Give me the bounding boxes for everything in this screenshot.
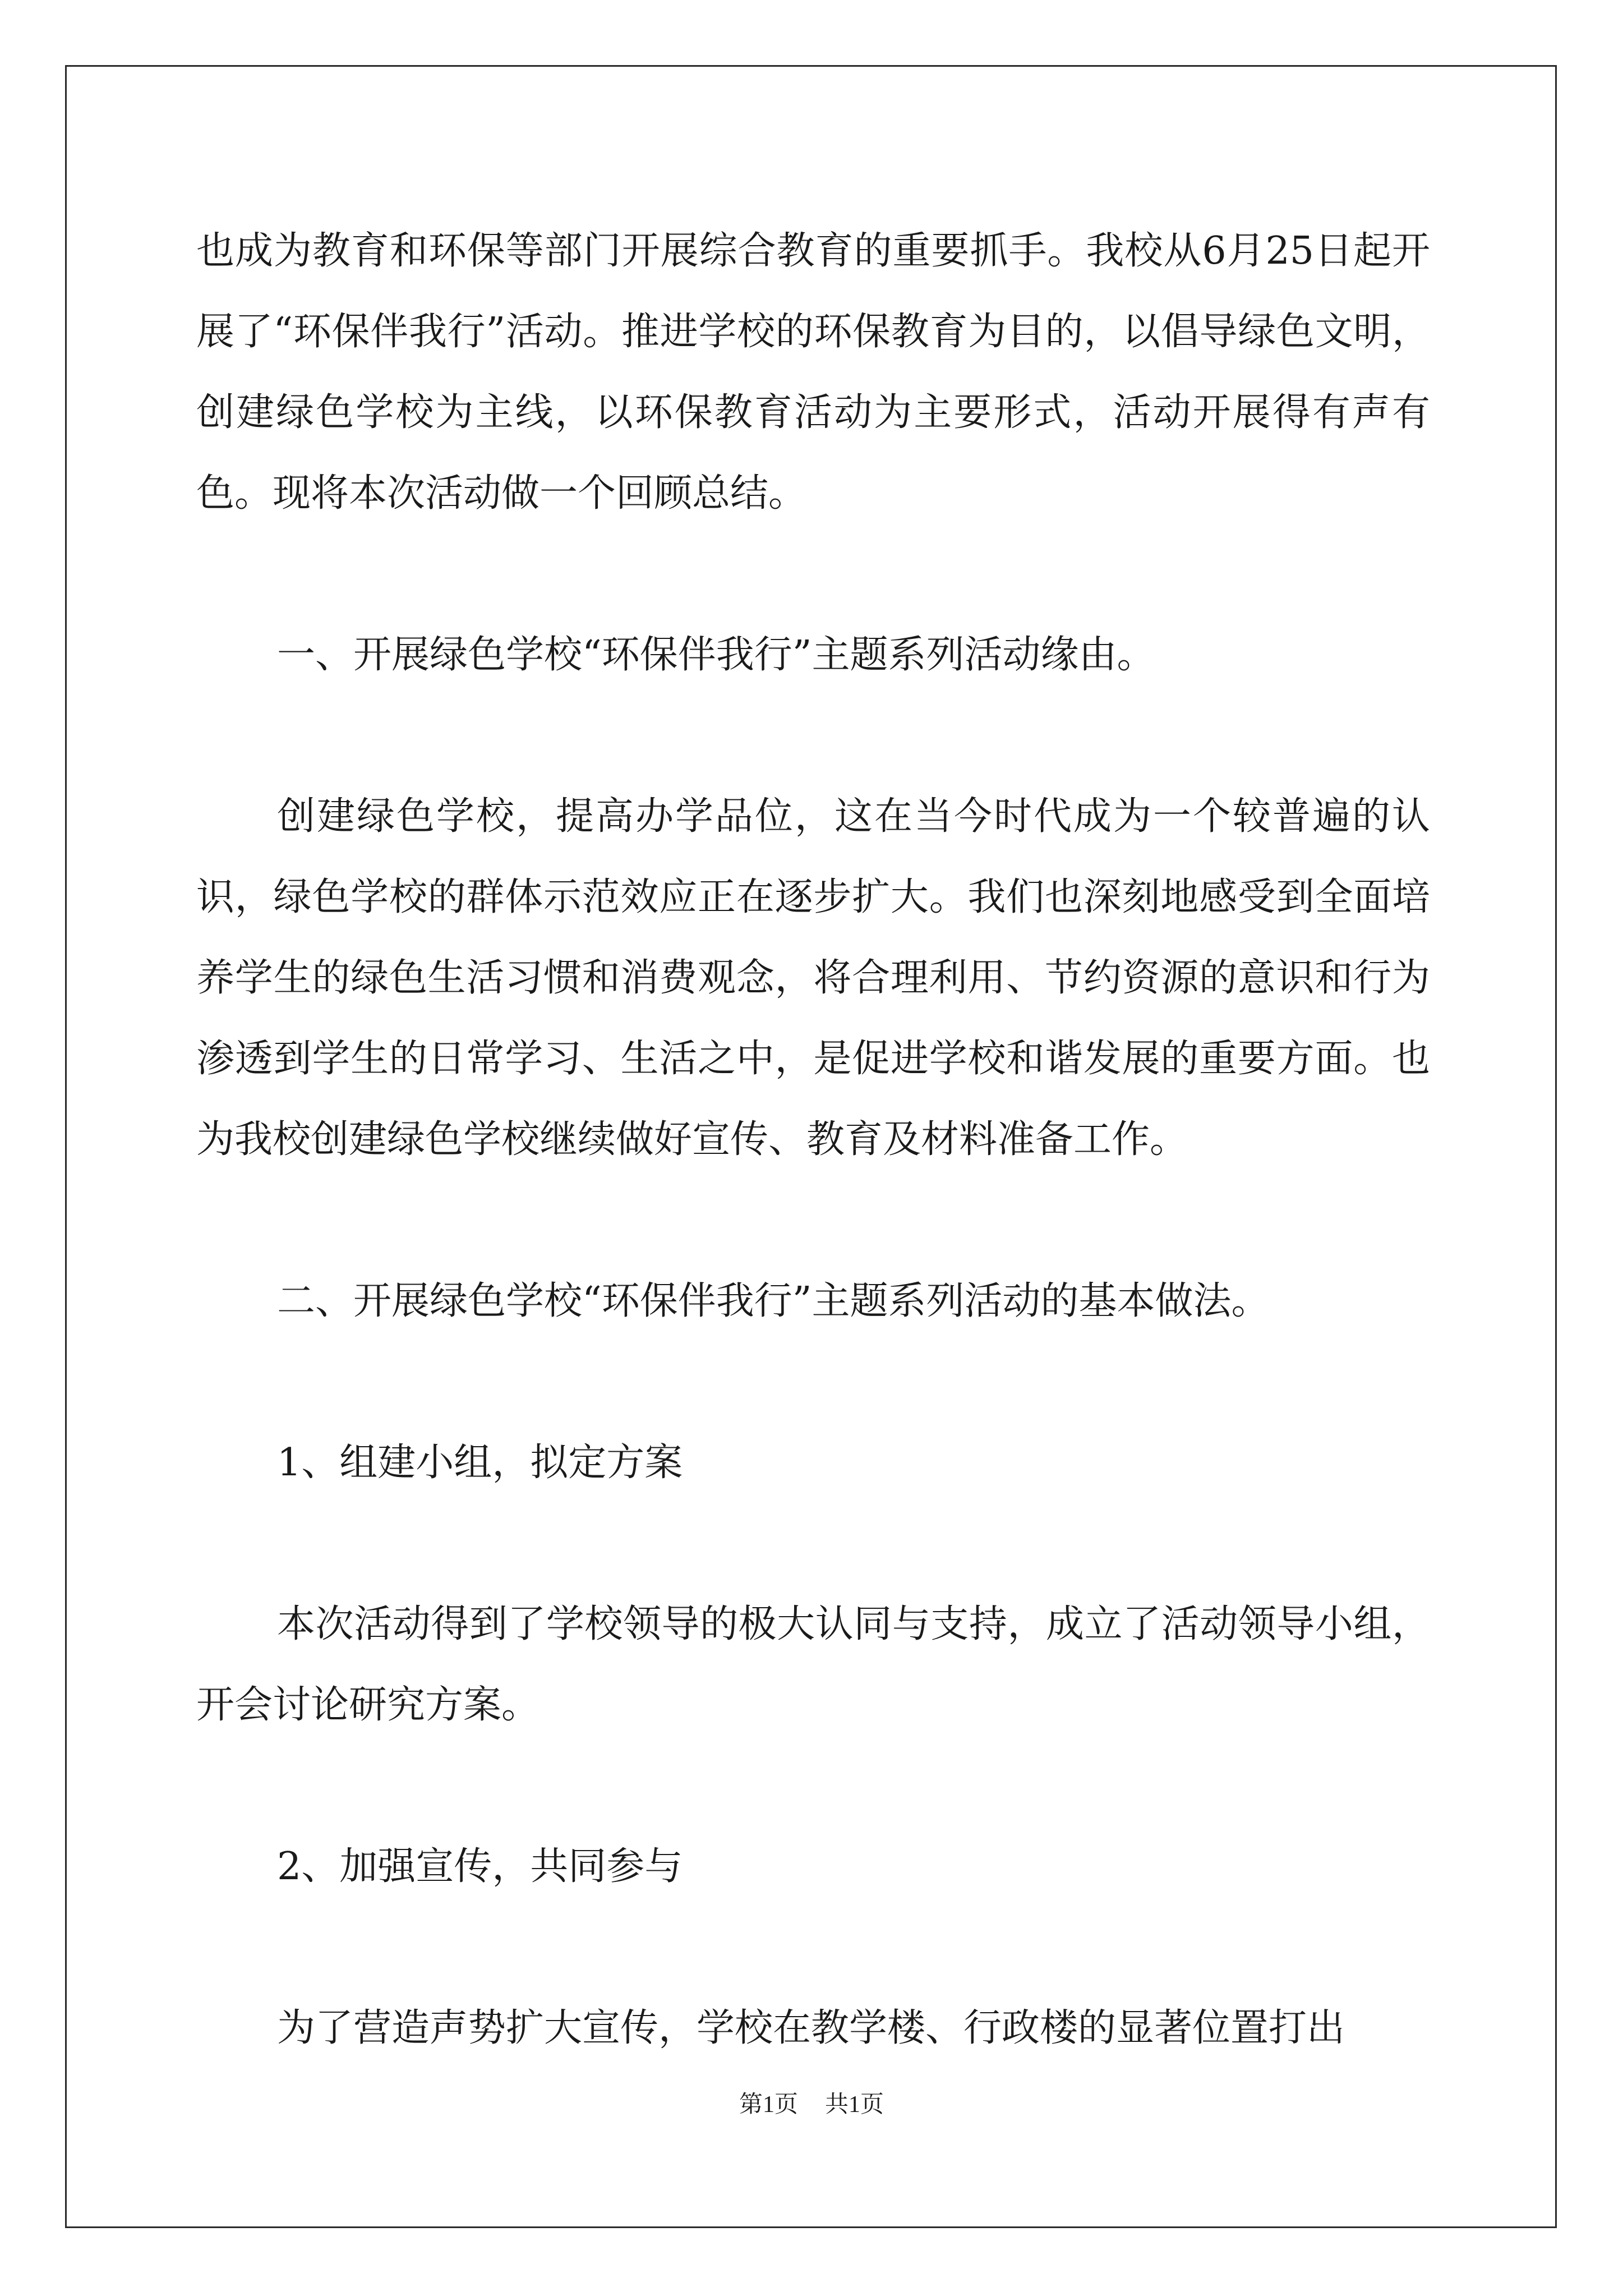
subheading-2: 2、加强宣传，共同参与 xyxy=(277,1844,683,1889)
page-number-total: 共1页 xyxy=(825,2092,884,2118)
page-number-current: 第1页 xyxy=(739,2092,798,2118)
paragraph-intro-continued: 也成为教育和环保等部门开展综合教育的重要抓手。我校从6月25日起开展了“环保伴我行”活动。推进学校的环保教育为目的，以倡导绿色文明，创建绿色学校为主线，以环保教育活动为主要形式，活动开展得有声有色。现将本次活动做一个回顾总结。 xyxy=(196,229,1430,516)
paragraph-reason: 创建绿色学校，提高办学品位，这在当今时代成为一个较普遍的认识，绿色学校的群体示范效应正在逐步扩大。我们也深刻地感受到全面培养学生的绿色生活习惯和消费观念，将合理利用、节约资源的意识和行为渗透到学生的日常学习、生活之中，是促进学校和谐发展的重要方面。也为我校创建绿色学校继续做好宣传、教育及材料准备工作。 xyxy=(196,794,1430,1162)
section-heading-1: 一、开展绿色学校“环保伴我行”主题系列活动缘由。 xyxy=(277,633,1155,677)
paragraph-group: 本次活动得到了学校领导的极大认同与支持，成立了活动领导小组，开会讨论研究方案。 xyxy=(196,1602,1430,1727)
page-footer xyxy=(0,2088,1623,2122)
paragraph-publicity: 为了营造声势扩大宣传，学校在教学楼、行政楼的显著位置打出 xyxy=(277,2006,1345,2050)
section-heading-2: 二、开展绿色学校“环保伴我行”主题系列活动的基本做法。 xyxy=(277,1279,1270,1323)
subheading-1: 1、组建小组，拟定方案 xyxy=(277,1441,683,1485)
document-body xyxy=(196,211,1430,2069)
